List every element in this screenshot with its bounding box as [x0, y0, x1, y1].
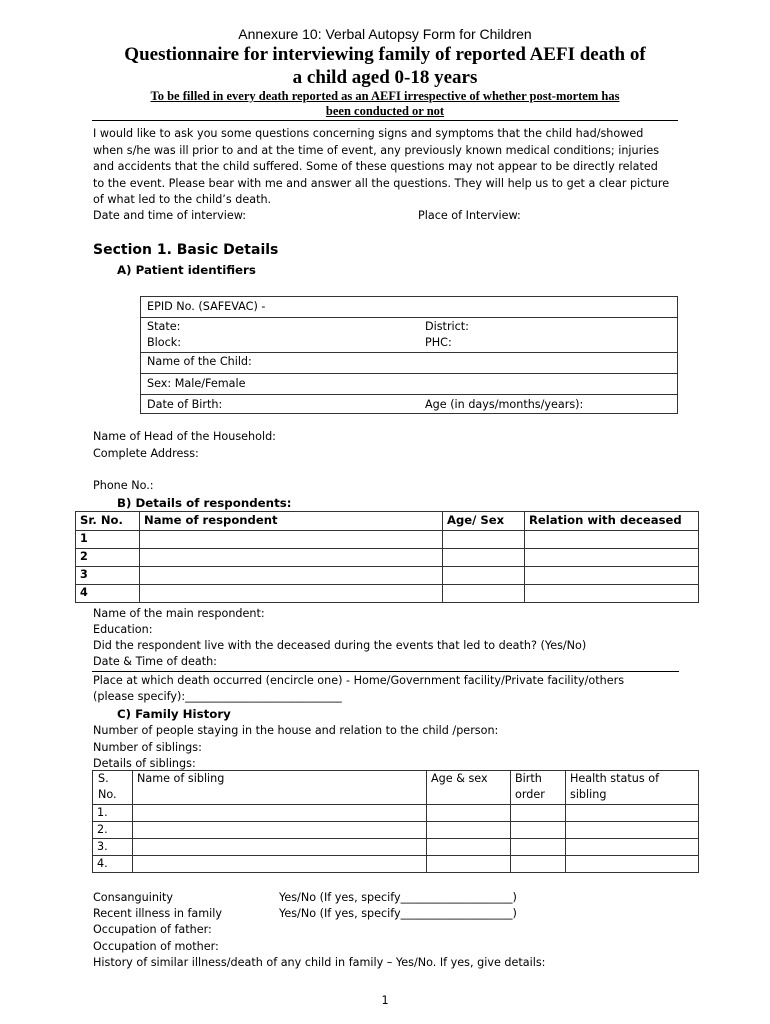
intro-line-1: I would like to ask you some questions concerning signs and symptoms that the child had/showed — [93, 127, 644, 140]
people-in-house-label: Number of people staying in the house and relation to the child /person: — [93, 724, 499, 737]
respondents-heading: B) Details of respondents: — [117, 496, 292, 510]
state-field[interactable]: State: — [141, 318, 420, 336]
health-status-cell[interactable] — [566, 839, 699, 856]
recent-illness-label: Recent illness in family — [93, 907, 223, 920]
age-sex-cell[interactable] — [443, 531, 525, 549]
col-respondent-name: Name of respondent — [140, 512, 443, 531]
place-of-death-line2: (please specify):____________________________ — [93, 690, 342, 703]
col-health-status — [566, 771, 699, 805]
live-with-deceased-question: Did the respondent live with the deceased during the events that led to death? (Yes/No) — [93, 639, 587, 652]
table-row — [93, 839, 699, 856]
col-birth-line2: order — [515, 788, 545, 801]
sibling-age-cell[interactable] — [427, 856, 511, 873]
interview-place-label: Place of Interview: — [418, 209, 521, 222]
col-sr-no: Sr. No. — [76, 512, 140, 531]
intro-line-2: when s/he was ill prior to and at the time of event, any previously known medical conditions; injuries — [93, 144, 660, 157]
col-health-line1: Health status of — [570, 772, 660, 785]
block-field[interactable]: Block: — [147, 336, 182, 349]
head-of-household-label: Name of Head of the Household: — [93, 430, 276, 443]
row-number: 2. — [93, 822, 133, 839]
intro-line-5: of what led to the child’s death. — [93, 193, 272, 206]
respondent-name-cell[interactable] — [140, 567, 443, 585]
health-status-cell[interactable] — [566, 856, 699, 873]
table-row — [76, 531, 699, 549]
row-number: 2 — [76, 549, 140, 567]
table-row — [93, 822, 699, 839]
row-number: 4. — [93, 856, 133, 873]
intro-line-4: to the event. Please bear with me and answer all the questions. They will help us to get a clear picture — [93, 177, 670, 190]
dob-field[interactable]: Date of Birth: — [141, 394, 420, 413]
col-sibling-age-sex: Age & sex — [427, 771, 511, 805]
birth-order-cell[interactable] — [511, 822, 566, 839]
interview-date-label: Date and time of interview: — [93, 209, 247, 222]
main-respondent-label: Name of the main respondent: — [93, 607, 265, 620]
siblings-details-label: Details of siblings: — [93, 757, 196, 770]
row-number: 3 — [76, 567, 140, 585]
place-of-death-line1: Place at which death occurred (encircle one) - Home/Government facility/Private facility/others — [93, 674, 625, 687]
patient-identifiers-table — [140, 296, 678, 414]
table-row — [93, 856, 699, 873]
relation-cell[interactable] — [525, 585, 699, 603]
epid-field[interactable]: EPID No. (SAFEVAC) - — [147, 300, 266, 313]
col-birth-line1: Birth — [515, 772, 542, 785]
relation-cell[interactable] — [525, 567, 699, 585]
mother-occupation-label: Occupation of mother: — [93, 940, 219, 953]
col-sno-line1: S. — [98, 772, 109, 785]
siblings-table — [92, 770, 699, 873]
col-relation: Relation with deceased — [525, 512, 699, 531]
recent-illness-value[interactable]: Yes/No (If yes, specify____________________) — [279, 907, 517, 920]
row-number: 1 — [76, 531, 140, 549]
page-number: 1 — [381, 994, 389, 1007]
age-sex-cell[interactable] — [443, 585, 525, 603]
consanguinity-value[interactable]: Yes/No (If yes, specify____________________) — [279, 891, 517, 904]
divider — [92, 671, 679, 672]
relation-cell[interactable] — [525, 549, 699, 567]
col-sibling-name: Name of sibling — [133, 771, 427, 805]
respondent-name-cell[interactable] — [140, 549, 443, 567]
sibling-age-cell[interactable] — [427, 805, 511, 822]
birth-order-cell[interactable] — [511, 805, 566, 822]
patient-identifiers-heading: A) Patient identifiers — [117, 263, 256, 277]
col-sno-line2: No. — [98, 788, 117, 801]
birth-order-cell[interactable] — [511, 839, 566, 856]
similar-illness-history-label: History of similar illness/death of any child in family – Yes/No. If yes, give details: — [93, 956, 546, 969]
row-number: 3. — [93, 839, 133, 856]
health-status-cell[interactable] — [566, 822, 699, 839]
section-1-title: Section 1. Basic Details — [93, 242, 279, 258]
sibling-name-cell[interactable] — [133, 839, 427, 856]
sex-field[interactable]: Sex: Male/Female — [141, 373, 678, 394]
table-row — [93, 805, 699, 822]
sibling-name-cell[interactable] — [133, 822, 427, 839]
age-field[interactable]: Age (in days/months/years): — [419, 394, 678, 413]
row-number: 1. — [93, 805, 133, 822]
relation-cell[interactable] — [525, 531, 699, 549]
respondents-table — [75, 511, 699, 603]
family-history-heading: C) Family History — [117, 707, 231, 721]
table-row — [76, 549, 699, 567]
form-title-line1: Questionnaire for interviewing family of reported AEFI death of — [124, 44, 646, 65]
sibling-name-cell[interactable] — [133, 856, 427, 873]
death-time-label: Date & Time of death: — [93, 655, 217, 668]
col-sno — [93, 771, 133, 805]
col-birth-order — [511, 771, 566, 805]
health-status-cell[interactable] — [566, 805, 699, 822]
sibling-age-cell[interactable] — [427, 822, 511, 839]
phone-label: Phone No.: — [93, 479, 154, 492]
phc-field[interactable]: PHC: — [425, 336, 452, 349]
sibling-name-cell[interactable] — [133, 805, 427, 822]
respondent-name-cell[interactable] — [140, 531, 443, 549]
fill-note-line1: To be filled in every death reported as an AEFI irrespective of whether post-mortem has — [150, 89, 620, 103]
consanguinity-label: Consanguinity — [93, 891, 174, 904]
header-divider — [92, 120, 678, 121]
father-occupation-label: Occupation of father: — [93, 923, 212, 936]
siblings-count-label: Number of siblings: — [93, 741, 202, 754]
intro-line-3: and accidents that the child suffered. Some of these questions may not appear to be directly related — [93, 160, 658, 173]
birth-order-cell[interactable] — [511, 856, 566, 873]
col-age-sex: Age/ Sex — [443, 512, 525, 531]
form-title-line2: a child aged 0-18 years — [292, 67, 478, 88]
col-health-line2: sibling — [570, 788, 607, 801]
sibling-age-cell[interactable] — [427, 839, 511, 856]
respondent-name-cell[interactable] — [140, 585, 443, 603]
education-label: Education: — [93, 623, 153, 636]
age-sex-cell[interactable] — [443, 549, 525, 567]
age-sex-cell[interactable] — [443, 567, 525, 585]
district-field[interactable]: District: — [419, 318, 678, 336]
table-row — [76, 585, 699, 603]
annexure-title: Annexure 10: Verbal Autopsy Form for Children — [238, 26, 532, 42]
fill-note-line2: been conducted or not — [325, 104, 445, 118]
row-number: 4 — [76, 585, 140, 603]
complete-address-label: Complete Address: — [93, 447, 199, 460]
child-name-field[interactable]: Name of the Child: — [141, 352, 678, 373]
table-row — [76, 567, 699, 585]
